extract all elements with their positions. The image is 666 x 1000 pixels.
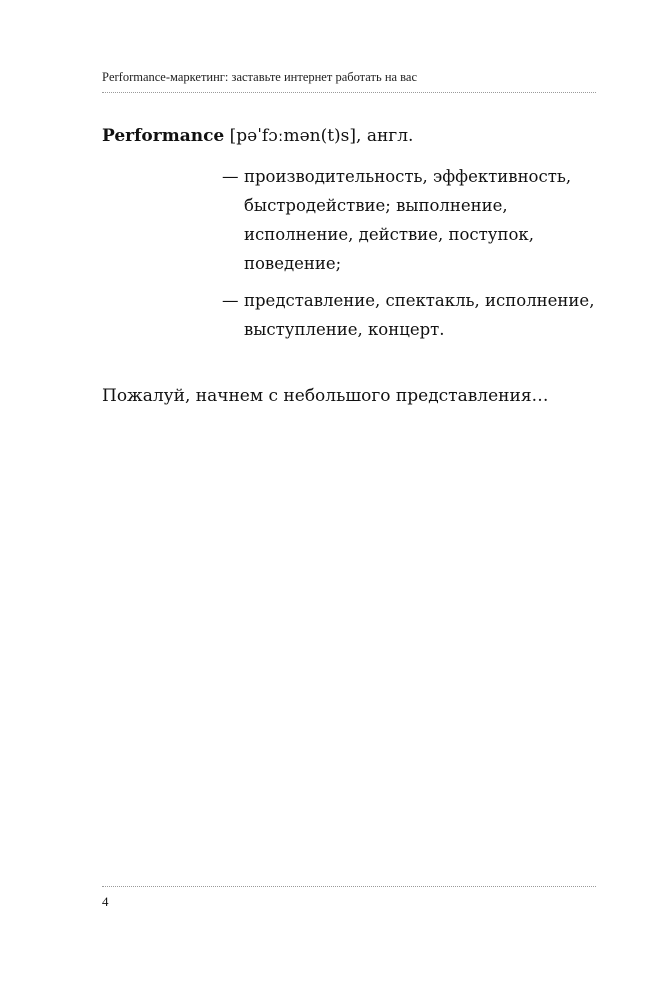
definition-text: производительность, эффективность, быстродействие; выполнение, исполнение, действие, поступок, поведение; bbox=[244, 167, 572, 273]
dictionary-entry-headword bbox=[102, 126, 413, 146]
term-transcription: [pəˈfɔːmən(t)s] bbox=[229, 126, 357, 146]
definition-dash: — bbox=[222, 167, 239, 186]
term-word: Performance bbox=[102, 126, 225, 146]
header-divider bbox=[102, 92, 596, 93]
definition-item bbox=[222, 286, 602, 344]
footer-divider bbox=[102, 886, 596, 887]
definition-dash: — bbox=[222, 291, 239, 310]
intro-paragraph: Пожалуй, начнем с небольшого представления… bbox=[102, 386, 549, 406]
definition-item bbox=[222, 162, 602, 278]
running-header: Performance-маркетинг: заставьте интернет работать на вас bbox=[102, 70, 418, 84]
page-number: 4 bbox=[102, 894, 109, 909]
definition-text: представление, спектакль, исполнение, выступление, концерт. bbox=[244, 291, 595, 339]
term-language: , англ. bbox=[356, 126, 414, 146]
definitions-list bbox=[222, 162, 602, 352]
